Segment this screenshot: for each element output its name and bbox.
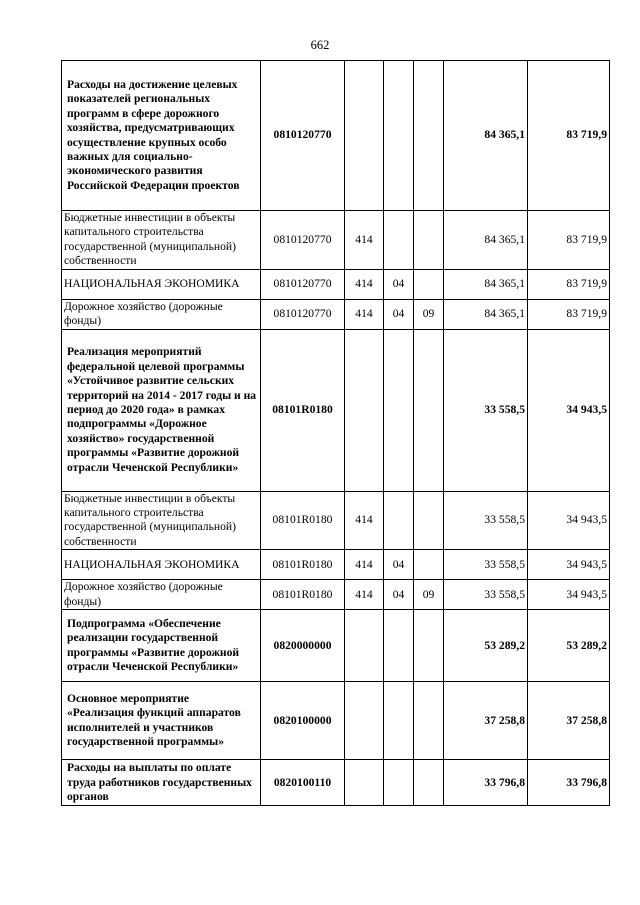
row-sum-2: 34 943,5 bbox=[528, 580, 610, 610]
row-name: Дорожное хозяйство (дорожные фонды) bbox=[62, 299, 261, 329]
row-sum-2: 34 943,5 bbox=[528, 550, 610, 580]
row-subsection: 09 bbox=[414, 299, 444, 329]
table-row bbox=[62, 491, 610, 550]
row-name: Дорожное хозяйство (дорожные фонды) bbox=[62, 580, 261, 610]
row-section: 04 bbox=[384, 550, 414, 580]
row-sum-2: 53 289,2 bbox=[528, 610, 610, 682]
row-sum-2: 34 943,5 bbox=[528, 491, 610, 550]
row-subsection bbox=[414, 61, 444, 211]
row-code: 0810120770 bbox=[261, 211, 345, 270]
row-section bbox=[384, 610, 414, 682]
row-sum-2: 37 258,8 bbox=[528, 682, 610, 760]
row-section bbox=[384, 491, 414, 550]
row-sum-1: 33 558,5 bbox=[444, 550, 528, 580]
row-sum-1: 37 258,8 bbox=[444, 682, 528, 760]
row-subsection bbox=[414, 329, 444, 491]
row-section bbox=[384, 329, 414, 491]
row-name: Реализация мероприятий федеральной целевой программы «Устойчивое развитие сельских территорий на 2014 - 2017 годы и на период до 2020 года» в рамках подпрограммы «Дорожное хозяйство» государственной программы «Развитие дорожной отрасли Чеченской Республики» bbox=[62, 329, 261, 491]
row-code: 08101R0180 bbox=[261, 580, 345, 610]
row-name: Бюджетные инвестиции в объекты капитального строительства государственной (муниципальной) собственности bbox=[62, 211, 261, 270]
row-expense-type: 414 bbox=[345, 211, 384, 270]
row-name: НАЦИОНАЛЬНАЯ ЭКОНОМИКА bbox=[62, 550, 261, 580]
row-sum-1: 33 796,8 bbox=[444, 760, 528, 806]
budget-table bbox=[61, 60, 610, 806]
row-name: Расходы на выплаты по оплате труда работников государственных органов bbox=[62, 760, 261, 806]
table-row bbox=[62, 550, 610, 580]
row-sum-2: 33 796,8 bbox=[528, 760, 610, 806]
table-row bbox=[62, 580, 610, 610]
row-expense-type: 414 bbox=[345, 491, 384, 550]
row-sum-1: 33 558,5 bbox=[444, 329, 528, 491]
row-sum-2: 83 719,9 bbox=[528, 269, 610, 299]
row-sum-2: 83 719,9 bbox=[528, 299, 610, 329]
row-section bbox=[384, 760, 414, 806]
row-sum-1: 84 365,1 bbox=[444, 299, 528, 329]
table-row bbox=[62, 211, 610, 270]
row-sum-1: 33 558,5 bbox=[444, 580, 528, 610]
row-name: Основное мероприятие «Реализация функций аппаратов исполнителей и участников государственной программы» bbox=[62, 682, 261, 760]
row-code: 08101R0180 bbox=[261, 550, 345, 580]
row-sum-2: 34 943,5 bbox=[528, 329, 610, 491]
row-expense-type bbox=[345, 610, 384, 682]
row-expense-type bbox=[345, 329, 384, 491]
row-section: 04 bbox=[384, 269, 414, 299]
row-subsection bbox=[414, 760, 444, 806]
row-subsection bbox=[414, 491, 444, 550]
row-code: 0810120770 bbox=[261, 299, 345, 329]
table-row bbox=[62, 61, 610, 211]
row-sum-1: 53 289,2 bbox=[444, 610, 528, 682]
row-expense-type: 414 bbox=[345, 580, 384, 610]
row-name: НАЦИОНАЛЬНАЯ ЭКОНОМИКА bbox=[62, 269, 261, 299]
row-code: 0820100000 bbox=[261, 682, 345, 760]
row-sum-1: 33 558,5 bbox=[444, 491, 528, 550]
row-code: 0820000000 bbox=[261, 610, 345, 682]
row-sum-2: 83 719,9 bbox=[528, 61, 610, 211]
row-subsection bbox=[414, 682, 444, 760]
row-code: 0820100110 bbox=[261, 760, 345, 806]
row-code: 08101R0180 bbox=[261, 329, 345, 491]
row-expense-type bbox=[345, 760, 384, 806]
row-sum-1: 84 365,1 bbox=[444, 269, 528, 299]
row-sum-1: 84 365,1 bbox=[444, 211, 528, 270]
row-subsection bbox=[414, 211, 444, 270]
row-subsection bbox=[414, 550, 444, 580]
table-row bbox=[62, 760, 610, 806]
row-name: Расходы на достижение целевых показателей региональных программ в сфере дорожного хозяйства, предусматривающих осуществление крупных особо важных для социально-экономического развития Российской Федерации проектов bbox=[62, 61, 261, 211]
row-subsection bbox=[414, 610, 444, 682]
row-code: 0810120770 bbox=[261, 61, 345, 211]
row-expense-type bbox=[345, 682, 384, 760]
row-subsection bbox=[414, 269, 444, 299]
row-code: 0810120770 bbox=[261, 269, 345, 299]
row-section bbox=[384, 61, 414, 211]
table-row bbox=[62, 269, 610, 299]
row-expense-type: 414 bbox=[345, 269, 384, 299]
table-row bbox=[62, 682, 610, 760]
row-expense-type bbox=[345, 61, 384, 211]
row-section: 04 bbox=[384, 299, 414, 329]
row-sum-2: 83 719,9 bbox=[528, 211, 610, 270]
row-section bbox=[384, 682, 414, 760]
row-section bbox=[384, 211, 414, 270]
row-expense-type: 414 bbox=[345, 299, 384, 329]
table-row bbox=[62, 299, 610, 329]
row-subsection: 09 bbox=[414, 580, 444, 610]
row-sum-1: 84 365,1 bbox=[444, 61, 528, 211]
page-number: 662 bbox=[310, 38, 330, 52]
table-row bbox=[62, 329, 610, 491]
row-section: 04 bbox=[384, 580, 414, 610]
table-row bbox=[62, 610, 610, 682]
row-name: Подпрограмма «Обеспечение реализации государственной программы «Развитие дорожной отрасли Чеченской Республики» bbox=[62, 610, 261, 682]
row-code: 08101R0180 bbox=[261, 491, 345, 550]
row-expense-type: 414 bbox=[345, 550, 384, 580]
row-name: Бюджетные инвестиции в объекты капитального строительства государственной (муниципальной) собственности bbox=[62, 491, 261, 550]
